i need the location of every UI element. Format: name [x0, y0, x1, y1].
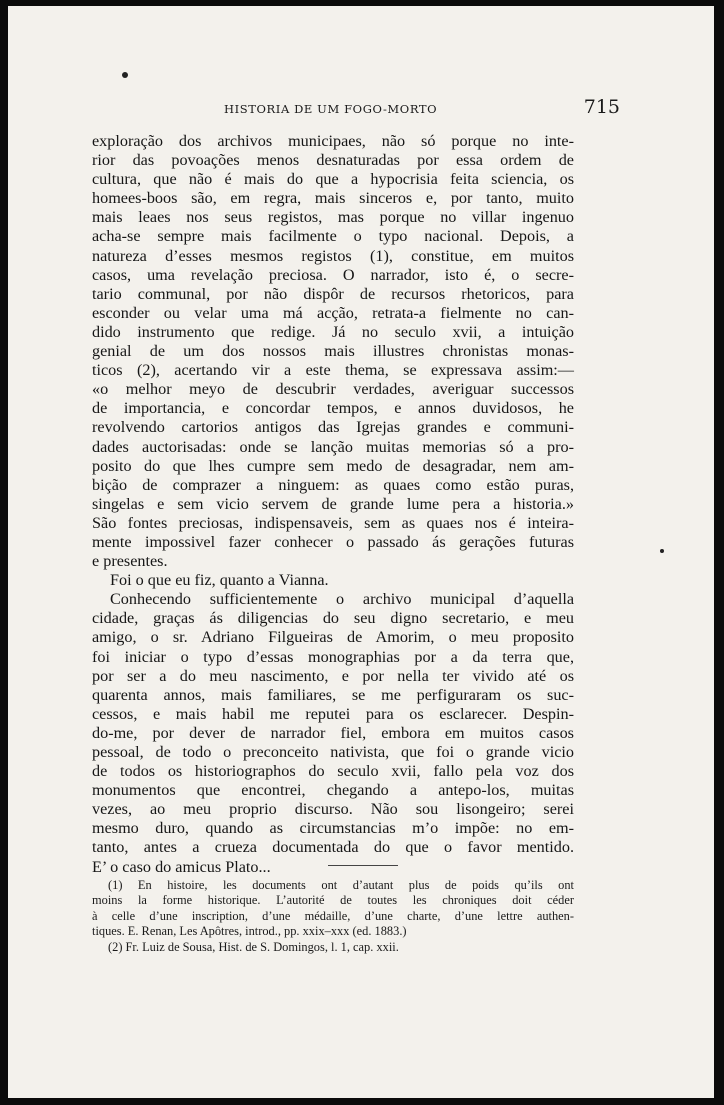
body-line: «o melhor meyo de descubrir verdades, averiguar successos [92, 380, 574, 399]
body-line: Foi o que eu fiz, quanto a Vianna. [110, 571, 329, 590]
body-line: por ser a do meu nascimento, e por nella ter vivido até os [92, 666, 574, 685]
ink-speck [660, 549, 664, 553]
footnote-line: (1) En histoire, les documents ont d’autant plus de poids qu’ils ont [108, 878, 574, 892]
body-line: dades auctorisadas: onde se lanção muitas memorias só a pro- [92, 437, 574, 456]
body-line: cessos, e mais habil me reputei para os esclarecer. Despin- [92, 704, 574, 723]
body-line: E’ o caso do amicus Plato... [92, 857, 271, 876]
body-line: do-me, por dever de narrador fiel, embora em muitos casos [92, 723, 574, 742]
footnote-line: à celle d’une inscription, d’une médaille, d’une charte, d’une lettre authen- [92, 908, 574, 923]
body-line: monumentos que encontrei, chegando a antepo-los, muitas [92, 781, 574, 800]
body-line: ticos (2), acertando vir a este thema, se expressava assim:— [92, 361, 574, 380]
body-line: cidade, graças ás diligencias do seu digno secretario, e meu [92, 609, 574, 628]
body-line: singelas e sem vicio servem de grande lume pera a historia.» [92, 494, 574, 513]
footnotes [92, 878, 574, 955]
book-page [8, 6, 714, 1098]
footnote-line: tiques. E. Renan, Les Apôtres, introd., pp. xxix–xxx (ed. 1883.) [92, 924, 407, 939]
body-line: cultura, que não é mais do que a hypocrisia feita sciencia, os [92, 170, 574, 189]
body-line: e presentes. [92, 552, 168, 571]
body-line: esconder ou velar uma má acção, retrata-a fielmente no can- [92, 303, 574, 322]
body-text [92, 132, 574, 877]
body-line: homees-boos são, em regra, mais sinceros e, por tanto, muito [92, 189, 574, 208]
body-line: de importancia, e concordar tempos, e annos duvidosos, he [92, 399, 574, 418]
page-number: 715 [583, 96, 620, 118]
footnote-line: moins la forme historique. L’autorité de toutes les chroniques doit céder [92, 893, 574, 908]
body-line: tario communal, por não dispôr de recursos rhetoricos, para [92, 284, 574, 303]
body-line: revolvendo cartorios antigos das Igrejas grandes e communi- [92, 418, 574, 437]
body-line: rior das povoações menos desnaturadas por essa ordem de [92, 151, 574, 170]
page-header [92, 98, 622, 118]
body-line: pessoal, de todo o preconceito nativista, que foi o grande vicio [92, 743, 574, 761]
body-line: natureza d’esses mesmos registos (1), constitue, em muitos [92, 246, 574, 265]
body-line: mais leaes nos seus registos, mas porque no villar ingenuo [92, 208, 574, 227]
ink-speck [122, 72, 128, 78]
body-line: foi iniciar o typo d’essas monographias por a da terra que, [92, 647, 574, 666]
body-line: bição de comprazer a ninguem: as quaes como estão puras, [92, 475, 574, 494]
body-line: Conhecendo sufficientemente o archivo municipal d’aquella [110, 590, 574, 609]
footnote-rule [328, 865, 398, 866]
body-line: São fontes preciosas, indispensaveis, sem as quaes nos é inteira- [92, 513, 574, 532]
body-line: posito do que lhes cumpre sem medo de desagradar, nem am- [92, 456, 574, 475]
footnote-line: (2) Fr. Luiz de Sousa, Hist. de S. Domingos, l. 1, cap. xxii. [108, 939, 399, 954]
body-line: de todos os historiographos do seculo xvii, fallo pela voz dos [92, 762, 574, 781]
body-line: mesmo duro, quando as circumstancias m’o impõe: no em- [92, 819, 574, 838]
body-line: quarenta annos, mais familiares, se me perfiguraram os suc- [92, 685, 574, 704]
body-line: casos, uma revelação preciosa. O narrador, isto é, o secre- [92, 265, 574, 284]
body-line: tanto, antes a crueza documentada do que o favor mentido. [92, 838, 574, 857]
body-line: dido instrumento que redige. Já no seculo xvii, a intuição [92, 322, 574, 341]
body-line: exploração dos archivos municipaes, não só porque no inte- [92, 132, 574, 150]
body-line: genial de um dos nossos mais illustres chronistas monas- [92, 342, 574, 361]
body-line: amigo, o sr. Adriano Filgueiras de Amorim, o meu proposito [92, 628, 574, 647]
body-line: mente impossivel fazer conhecer o passado ás gerações futuras [92, 532, 574, 551]
body-line: acha-se sempre mais facilmente o typo nacional. Depois, a [92, 227, 574, 246]
running-title: HISTORIA DE UM FOGO-MORTO [224, 102, 438, 116]
body-line: vezes, ao meu proprio discurso. Não sou lisongeiro; serei [92, 800, 574, 819]
